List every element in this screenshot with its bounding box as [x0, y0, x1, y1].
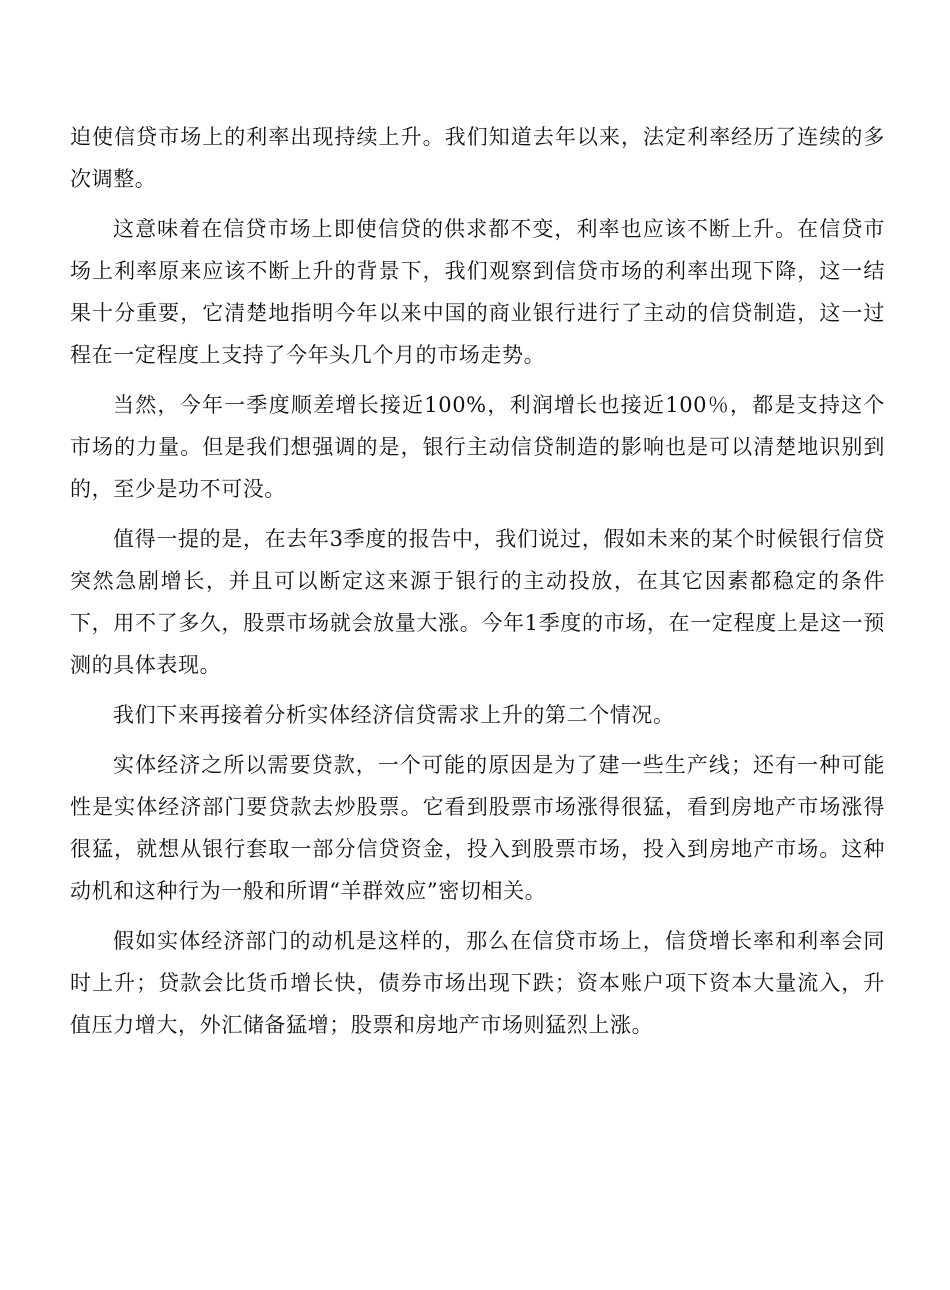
document-body	[70, 116, 885, 1054]
paragraph-3: 当然，今年一季度顺差增长接近100%，利润增长也接近100％，都是支持这个市场的力量。但是我们想强调的是，银行主动信贷制造的影响也是可以清楚地识别到的，至少是功不可没。	[70, 393, 885, 501]
paragraph-1: 迫使信贷市场上的利率出现持续上升。我们知道去年以来，法定利率经历了连续的多次调整。	[70, 125, 885, 191]
paragraph-6: 实体经济之所以需要贷款，一个可能的原因是为了建一些生产线；还有一种可能性是实体经济部门要贷款去炒股票。它看到股票市场涨得很猛，看到房地产市场涨得很猛，就想从银行套取一部分信贷资金，投入到股票市场，投入到房地产市场。这种动机和这种行为一般和所谓“羊群效应”密切相关。	[70, 753, 885, 903]
paragraph-2: 这意味着在信贷市场上即使信贷的供求都不变，利率也应该不断上升。在信贷市场上利率原来应该不断上升的背景下，我们观察到信贷市场的利率出现下降，这一结果十分重要，它清楚地指明今年以来中国的商业银行进行了主动的信贷制造，这一过程在一定程度上支持了今年头几个月的市场走势。	[70, 217, 885, 367]
paragraph-4: 值得一提的是，在去年3季度的报告中，我们说过，假如未来的某个时候银行信贷突然急剧增长，并且可以断定这来源于银行的主动投放，在其它因素都稳定的条件下，用不了多久，股票市场就会放量大涨。今年1季度的市场，在一定程度上是这一预测的具体表现。	[70, 527, 885, 677]
paragraph-7: 假如实体经济部门的动机是这样的，那么在信贷市场上，信贷增长率和利率会同时上升；贷款会比货币增长快，债券市场出现下跌；资本账户项下资本大量流入，升值压力增大，外汇储备猛增；股票和房地产市场则猛烈上涨。	[70, 929, 885, 1037]
paragraph-5: 我们下来再接着分析实体经济信贷需求上升的第二个情况。	[113, 703, 675, 727]
